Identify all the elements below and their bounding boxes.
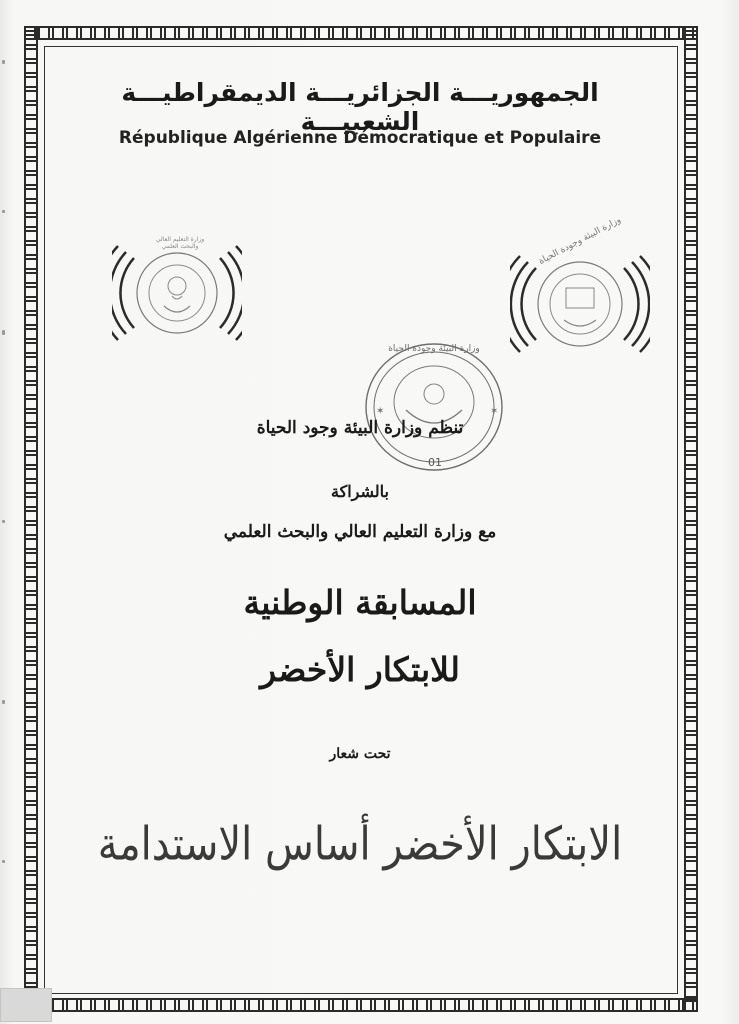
slogan-label: تحت شعار — [329, 746, 391, 762]
left-stamp-text: وزارة التعليم العالي والبحث العلمي — [155, 236, 205, 250]
border-left — [24, 26, 38, 1012]
slogan: الابتكار الأخضر أساس الاستدامة — [97, 818, 623, 871]
border-bottom — [24, 998, 698, 1012]
scan-speck — [2, 860, 5, 863]
stamp-number: 01 — [428, 456, 442, 469]
organizer-line: تنظم وزارة البيئة وجود الحياة — [256, 418, 464, 438]
scan-speck — [2, 60, 5, 64]
svg-text:✶: ✶ — [490, 406, 499, 417]
partnership-line: بالشراكة — [331, 482, 389, 501]
center-stamp-text: وزارة البيئة وجودة الحياة — [388, 344, 480, 354]
scan-speck — [2, 700, 5, 704]
scan-speck — [2, 210, 5, 213]
competition-title-line1: المسابقة الوطنية — [243, 583, 477, 622]
competition-title-line2: للابتكار الأخضر — [260, 650, 460, 689]
border-top — [24, 26, 698, 40]
partner-ministry-line: مع وزارة التعليم العالي والبحث العلمي — [223, 522, 497, 542]
scan-speck — [2, 330, 5, 335]
french-republic-title: République Algérienne Démocratique et Populaire — [118, 128, 602, 148]
arabic-republic-title: الجمهوريـــة الجزائريـــة الديمقراطيـــة الشعبيـــة — [121, 78, 599, 136]
svg-text:✶: ✶ — [376, 406, 385, 417]
center-ministry-seal — [362, 340, 506, 474]
scan-corner-artifact — [0, 988, 52, 1022]
right-stamp-text: وزارة البيئة وجودة الحياة — [537, 215, 623, 267]
scan-speck — [2, 520, 5, 523]
border-right — [684, 26, 698, 1012]
right-ministry-seal — [510, 240, 650, 370]
